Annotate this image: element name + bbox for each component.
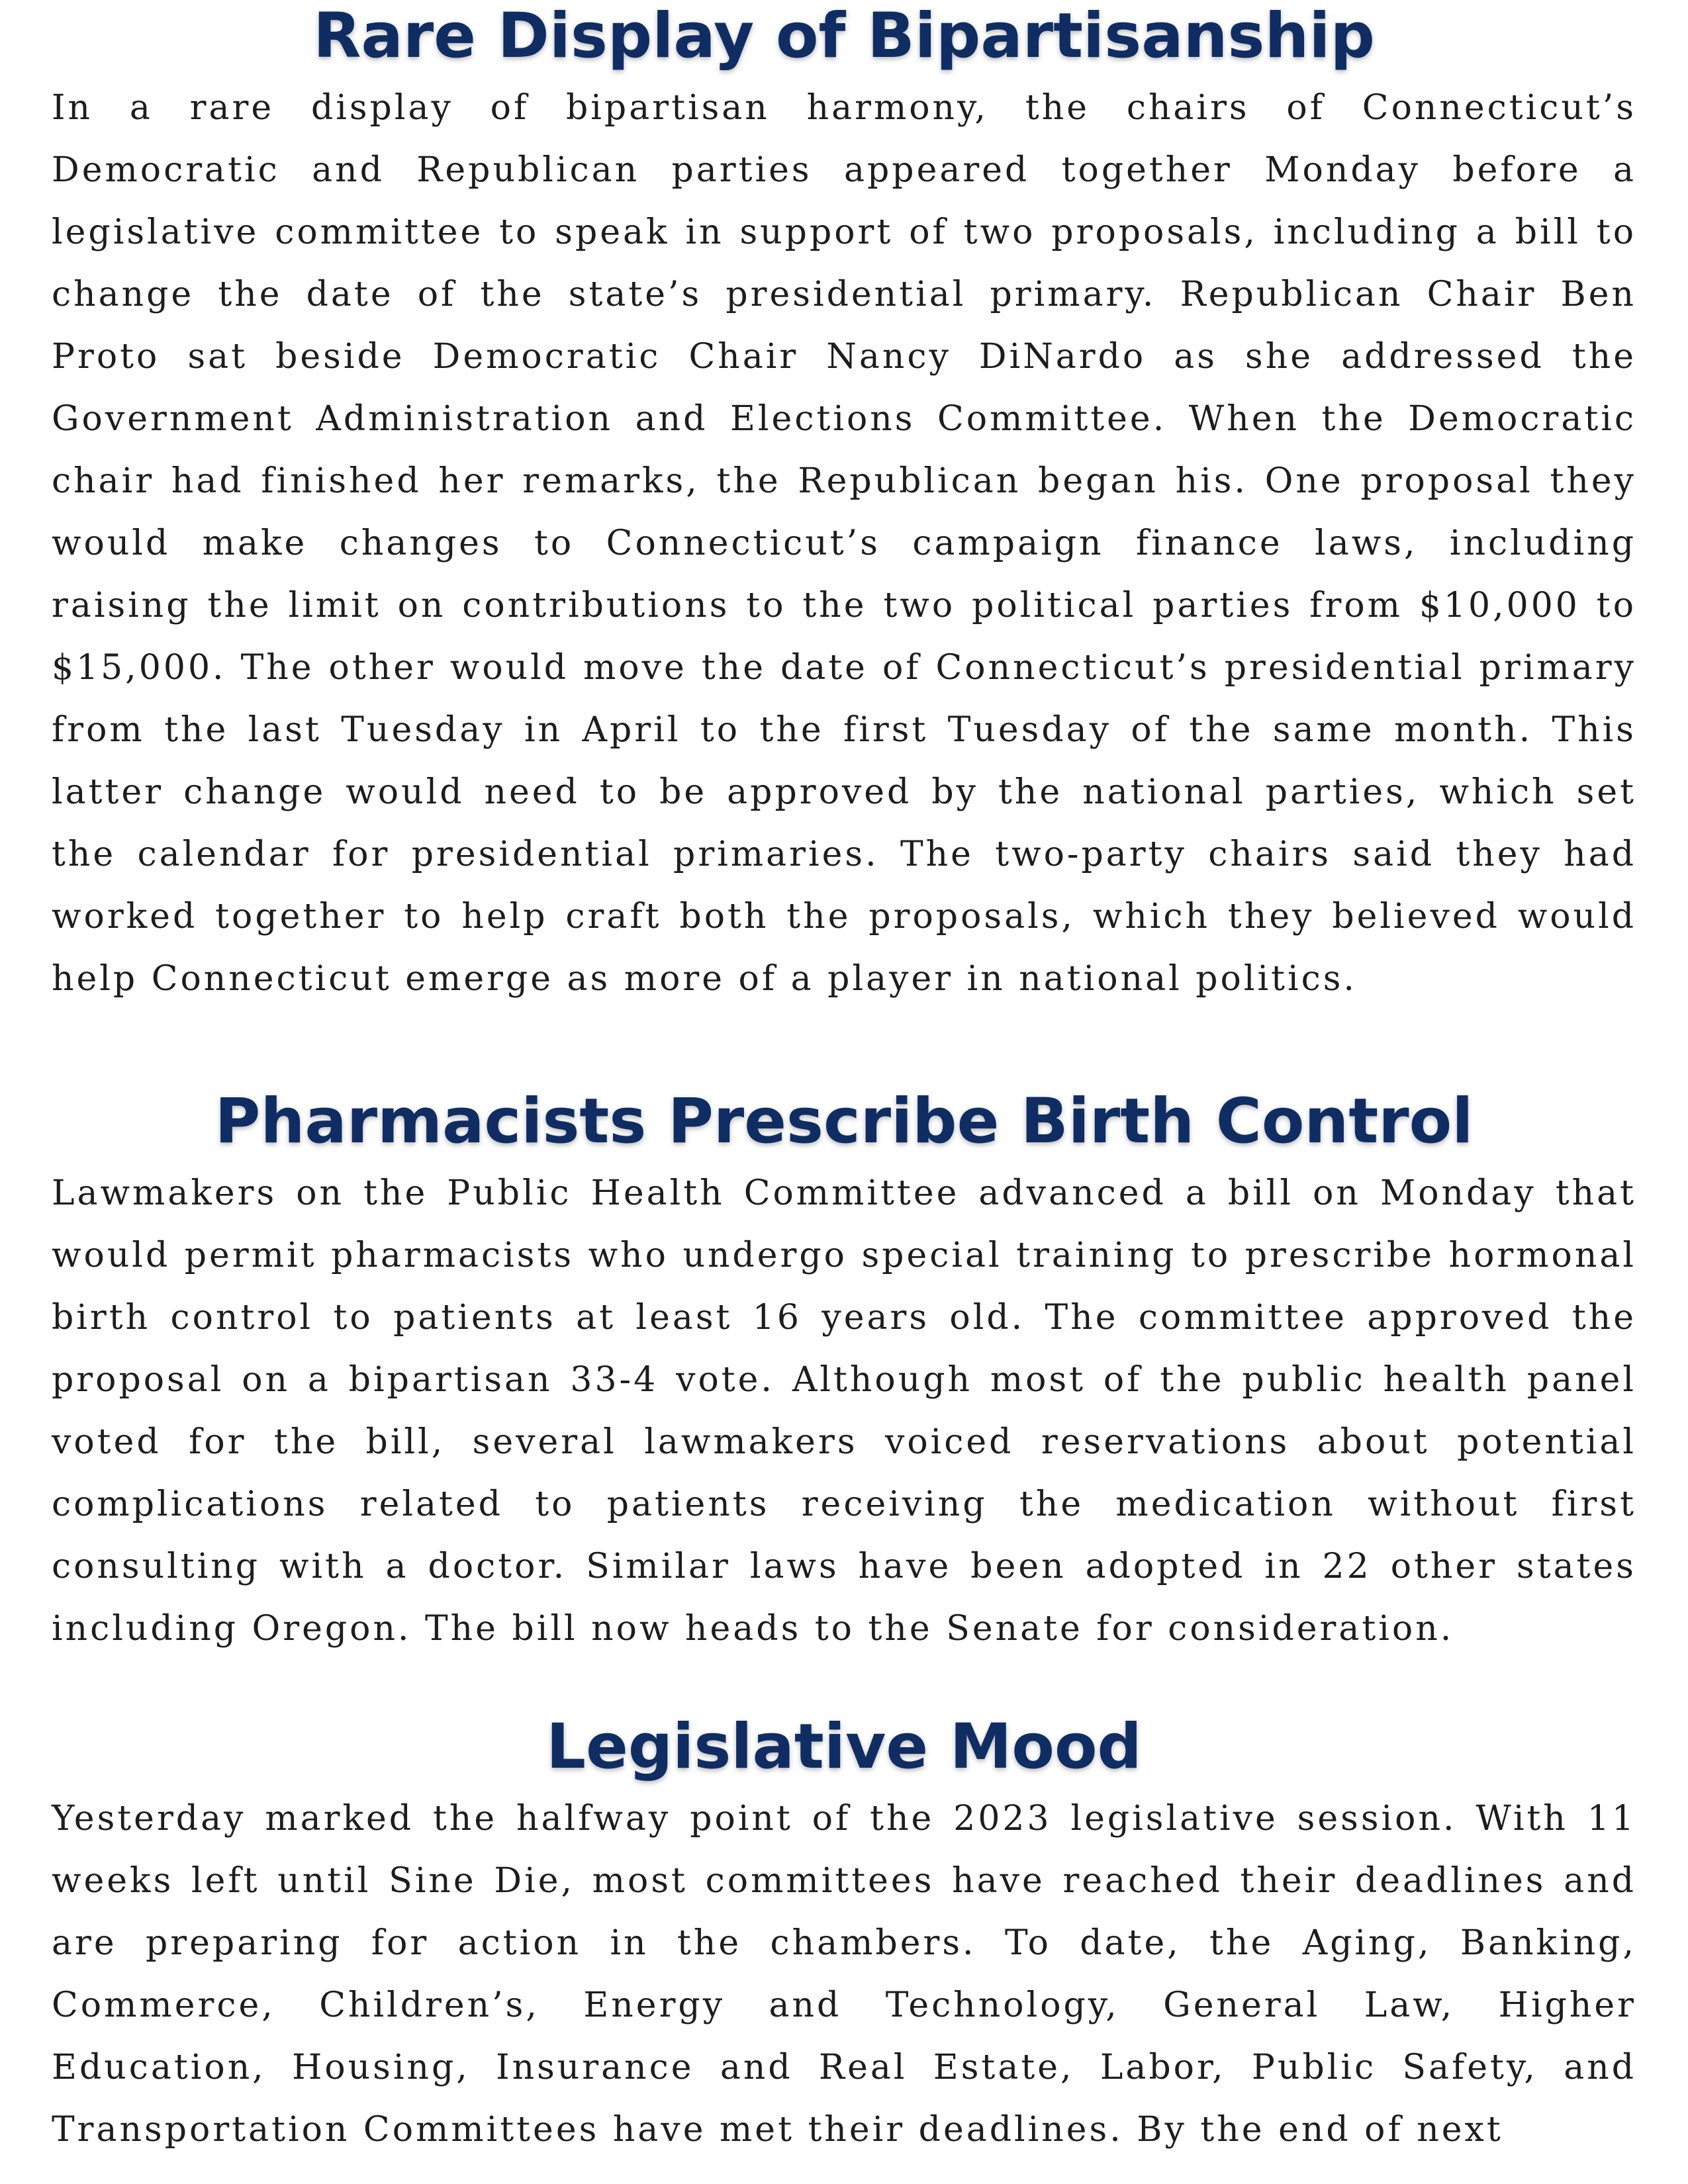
- article-birth-control: [52, 1085, 1636, 1660]
- headline-birth-control: Pharmacists Prescribe Birth Control: [214, 1085, 1474, 1158]
- article-body-birth-control: Lawmakers on the Public Health Committee advanced a bill on Monday that would permit pharmacists who undergo special training to prescribe hormonal birth control to patients at least 16 years old. The committee approved the proposal on a bipartisan 33-4 vote. Although most of the public health panel voted for the bill, several lawmakers voiced reservations about potential complications related to patients receiving the medication without first consulting with a doctor. Similar laws have been adopted in 22 other states including Oregon. The bill now heads to the Senate for consideration.: [52, 1173, 1636, 1649]
- headline-bipartisanship: Rare Display of Bipartisanship: [313, 0, 1375, 72]
- article-legislative-mood: [52, 1711, 1636, 2161]
- article-body-legislative-mood: Yesterday marked the halfway point of the 2023 legislative session. With 11 weeks left until Sine Die, most committees have reached their deadlines and are preparing for action in the chambers. To date, the Aging, Banking, Commerce, Children’s, Energy and Technology, General Law, Higher Education, Housing, Insurance and Real Estate, Labor, Public Safety, and Transportation Committees have met their deadlines. By the end of next: [52, 1799, 1636, 2150]
- headline-legislative-mood: Legislative Mood: [546, 1711, 1142, 1783]
- article-bipartisanship: [52, 0, 1636, 1010]
- article-body-bipartisanship: In a rare display of bipartisan harmony, the chairs of Connecticut’s Democratic and Republican parties appeared together Monday before a legislative committee to speak in support of two proposals, including a bill to change the date of the state’s presidential primary. Republican Chair Ben Proto sat beside Democratic Chair Nancy DiNardo as she addressed the Government Administration and Elections Committee. When the Democratic chair had finished her remarks, the Republican began his. One proposal they would make changes to Connecticut’s campaign finance laws, including raising the limit on contributions to the two political parties from $10,000 to $15,000. The other would move the date of Connecticut’s presidential primary from the last Tuesday in April to the first Tuesday of the same month. This latter change would need to be approved by the national parties, which set the calendar for presidential primaries. The two-party chairs said they had worked together to help craft both the proposals, which they believed would help Connecticut emerge as more of a player in national politics.: [52, 88, 1636, 999]
